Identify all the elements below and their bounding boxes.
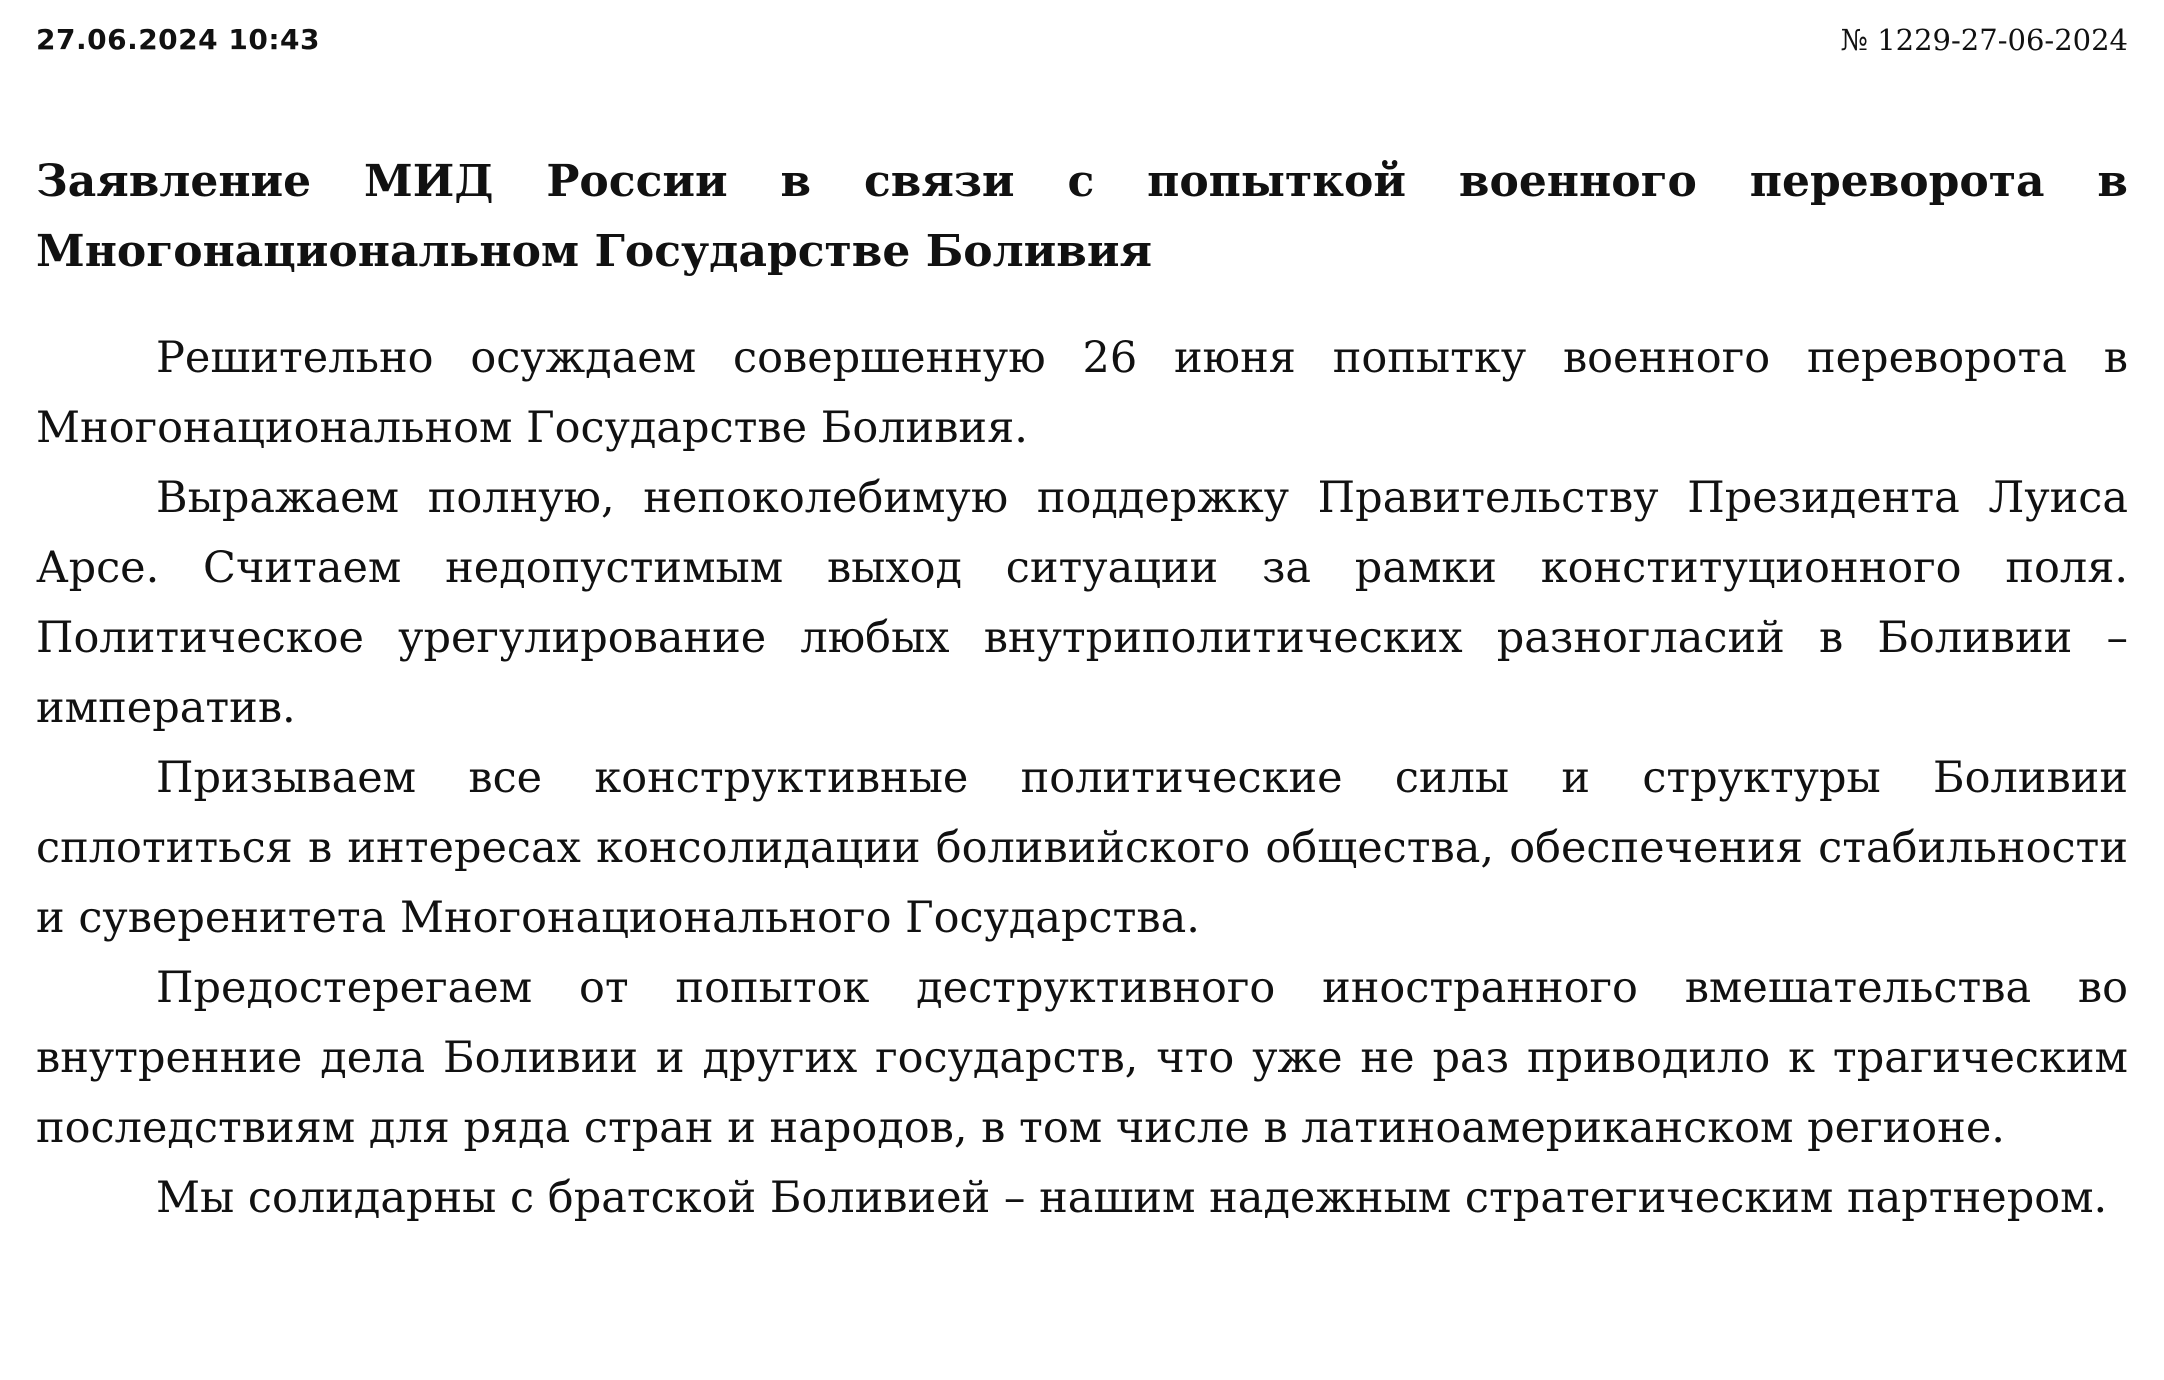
statement-body [36,323,2128,1233]
document-meta [36,18,2128,62]
paragraph: Решительно осуждаем совершенную 26 июня попытку военного переворота в Многонациональном Государстве Боливия. [36,333,2128,453]
statement-title: Заявление МИД России в связи с попыткой военного переворота в Многонациональном Государстве Боливия [36,156,2128,277]
document-page [36,0,2128,1380]
document-number: № 1229-27-06-2024 [1840,23,2128,57]
paragraph: Призываем все конструктивные политические силы и структуры Боливии сплотиться в интересах консолидации боливийского общества, обеспечения стабильности и суверенитета Многонационального Государства. [36,753,2128,943]
publication-datetime: 27.06.2024 10:43 [36,23,321,56]
paragraph: Мы солидарны с братской Боливией – нашим надежным стратегическим партнером. [156,1173,2108,1223]
paragraph: Выражаем полную, непоколебимую поддержку Правительству Президента Луиса Арсе. Считаем недопустимым выход ситуации за рамки конституционного поля. Политическое урегулирование любых внутриполитических разногласий в Боливии – императив. [36,473,2128,733]
paragraph: Предостерегаем от попыток деструктивного иностранного вмешательства во внутренние дела Боливии и других государств, что уже не раз приводило к трагическим последствиям для ряда стран и народов, в том числе в латиноамериканском регионе. [36,963,2128,1153]
